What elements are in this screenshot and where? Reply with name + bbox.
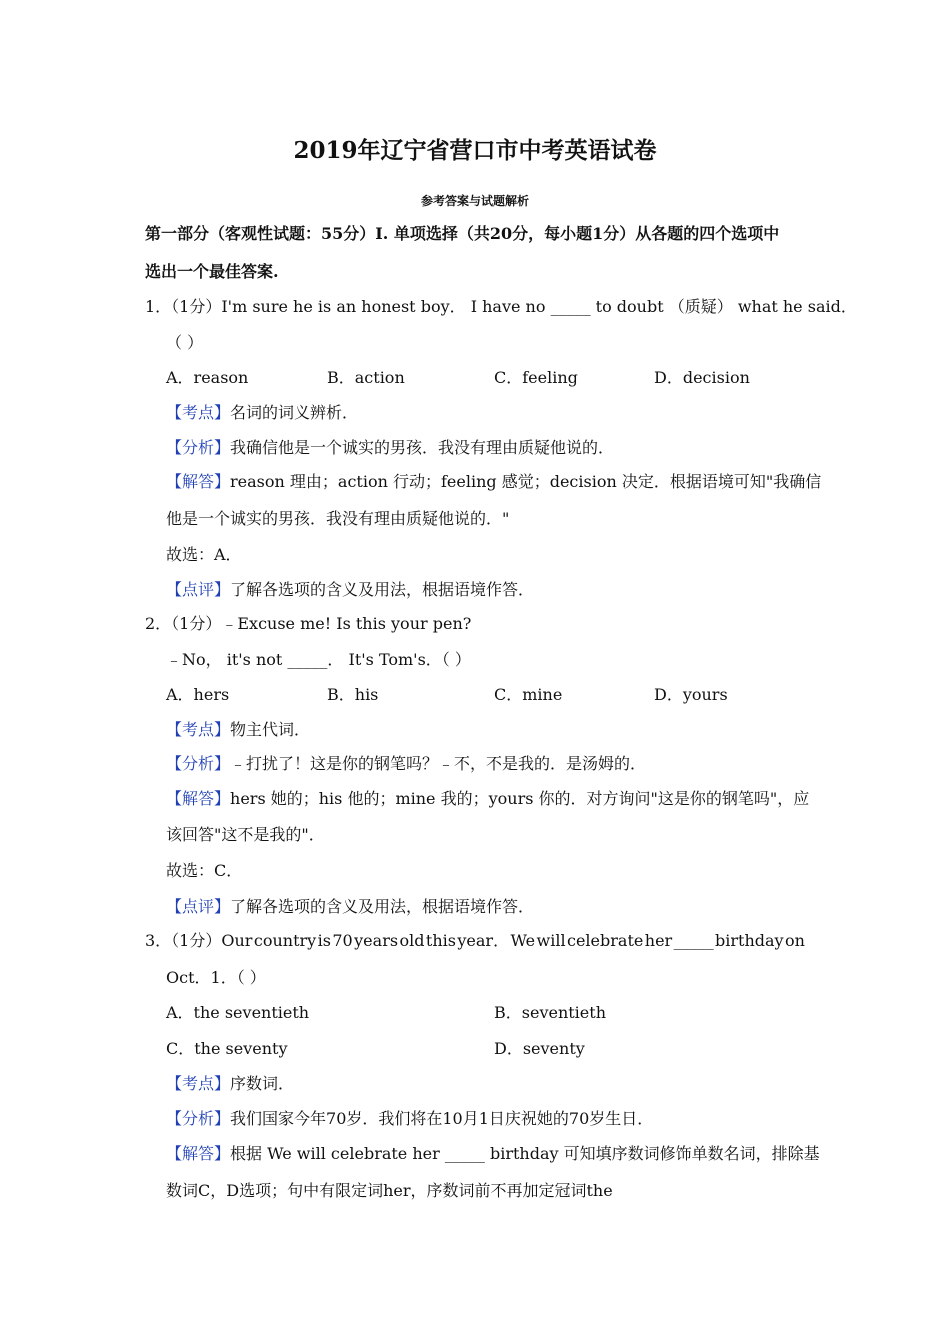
stem-word: country bbox=[253, 931, 317, 950]
question-1-option-c: C．feeling bbox=[494, 368, 578, 387]
question-3-option-c: C．the seventy bbox=[166, 1039, 288, 1058]
question-2-stem-cont: ﹣No， it's not _____． It's Tom's．（ ） bbox=[166, 650, 471, 669]
stem-word: We bbox=[510, 931, 536, 950]
question-1-fenxi bbox=[166, 438, 614, 458]
question-1-option-a: A．reason bbox=[166, 368, 249, 387]
question-1-stem: 1．（1分）I'm sure he is an honest boy． I have no _____ to doubt （质疑） what he said． bbox=[145, 297, 857, 316]
stem-word: year． bbox=[457, 931, 510, 950]
question-2-kaodian bbox=[166, 720, 310, 740]
question-2-stem: 2．（1分）﹣Excuse me! Is this your pen? bbox=[145, 614, 472, 633]
dianping-text: 了解各选项的含义及用法，根据语境作答． bbox=[230, 897, 535, 916]
kaodian-text: 序数词． bbox=[230, 1074, 295, 1093]
question-1-dianping bbox=[166, 580, 534, 600]
stem-word: her bbox=[644, 931, 673, 950]
question-1-jieda-cont: 他是一个诚实的男孩．我没有理由质疑他说的．" bbox=[166, 509, 510, 528]
stem-word: is bbox=[317, 931, 331, 950]
question-1-option-b: B．action bbox=[327, 368, 405, 387]
stem-word: old bbox=[399, 931, 425, 950]
jieda-tag: 【解答】 bbox=[166, 472, 231, 491]
kaodian-text: 物主代词． bbox=[230, 720, 311, 739]
stem-word: years bbox=[354, 931, 399, 950]
dianping-tag: 【点评】 bbox=[166, 580, 231, 599]
question-2-option-a: A．hers bbox=[166, 685, 230, 704]
question-1-answer: 故选：A． bbox=[166, 545, 242, 564]
question-2-fenxi bbox=[166, 754, 646, 774]
exam-title: 2019年辽宁省营口市中考英语试卷 bbox=[293, 137, 657, 164]
question-3-jieda-cont: 数词C，D选项；句中有限定词her，序数词前不再加定冠词the bbox=[166, 1181, 613, 1200]
kaodian-tag: 【考点】 bbox=[166, 720, 231, 739]
jieda-text: 根据 We will celebrate her _____ birthday 可知填序数词修饰单数名词，排除基 bbox=[230, 1144, 820, 1163]
question-3-fenxi bbox=[166, 1109, 653, 1129]
question-3-option-d: D．seventy bbox=[494, 1039, 585, 1058]
question-1-jieda bbox=[166, 472, 821, 492]
question-2-jieda bbox=[166, 789, 809, 809]
question-2-jieda-cont: 该回答"这不是我的"． bbox=[166, 825, 325, 844]
stem-word: this bbox=[425, 931, 456, 950]
question-2-dianping bbox=[166, 897, 534, 917]
question-3-kaodian bbox=[166, 1074, 294, 1094]
fenxi-text: 我们国家今年70岁．我们将在10月1日庆祝她的70岁生日． bbox=[230, 1109, 654, 1128]
section-header-line2: 选出一个最佳答案. bbox=[145, 262, 279, 281]
jieda-tag: 【解答】 bbox=[166, 1144, 231, 1163]
jieda-tag: 【解答】 bbox=[166, 789, 231, 808]
question-1-option-d: D．decision bbox=[654, 368, 750, 387]
kaodian-tag: 【考点】 bbox=[166, 1074, 231, 1093]
jieda-text: reason 理由；action 行动；feeling 感觉；decision 决定．根据语境可知"我确信 bbox=[230, 472, 822, 491]
stem-word: birthday bbox=[715, 931, 784, 950]
question-1-kaodian bbox=[166, 403, 358, 423]
question-2-option-b: B．his bbox=[327, 685, 379, 704]
dianping-tag: 【点评】 bbox=[166, 897, 231, 916]
fenxi-tag: 【分析】 bbox=[166, 438, 231, 457]
stem-word: on bbox=[785, 931, 805, 950]
fenxi-tag: 【分析】 bbox=[166, 1109, 231, 1128]
stem-word: 3．（1分）Our bbox=[145, 931, 253, 950]
question-2-option-d: D．yours bbox=[654, 685, 728, 704]
fenxi-text: 我确信他是一个诚实的男孩．我没有理由质疑他说的． bbox=[230, 438, 615, 457]
kaodian-tag: 【考点】 bbox=[166, 403, 231, 422]
kaodian-text: 名词的词义辨析． bbox=[230, 403, 359, 422]
stem-word: will bbox=[536, 931, 566, 950]
question-3-option-b: B．seventieth bbox=[494, 1003, 607, 1022]
question-2-option-c: C．mine bbox=[494, 685, 563, 704]
fenxi-tag: 【分析】 bbox=[166, 754, 231, 773]
jieda-text: hers 她的；his 他的；mine 我的；yours 你的．对方询问"这是你的钢笔吗"，应 bbox=[230, 789, 810, 808]
question-1-paren: （ ） bbox=[166, 333, 204, 352]
section-header-line1: 第一部分（客观性试题：55分）I. 单项选择（共20分，每小题1分）从各题的四个选项中 bbox=[145, 224, 780, 243]
question-2-answer: 故选：C． bbox=[166, 861, 243, 880]
question-3-jieda bbox=[166, 1144, 820, 1164]
dianping-text: 了解各选项的含义及用法，根据语境作答． bbox=[230, 580, 535, 599]
question-3-option-a: A．the seventieth bbox=[166, 1003, 310, 1022]
question-3-stem-cont: Oct．1．（ ） bbox=[166, 968, 266, 987]
exam-subtitle: 参考答案与试题解析 bbox=[420, 194, 529, 208]
stem-word: celebrate bbox=[567, 931, 644, 950]
stem-word: 70 bbox=[332, 931, 353, 950]
stem-word: _____ bbox=[673, 931, 714, 950]
fenxi-text: ﹣打扰了！这是你的钢笔吗？﹣不，不是我的．是汤姆的． bbox=[230, 754, 647, 773]
question-3-stem bbox=[145, 931, 805, 951]
